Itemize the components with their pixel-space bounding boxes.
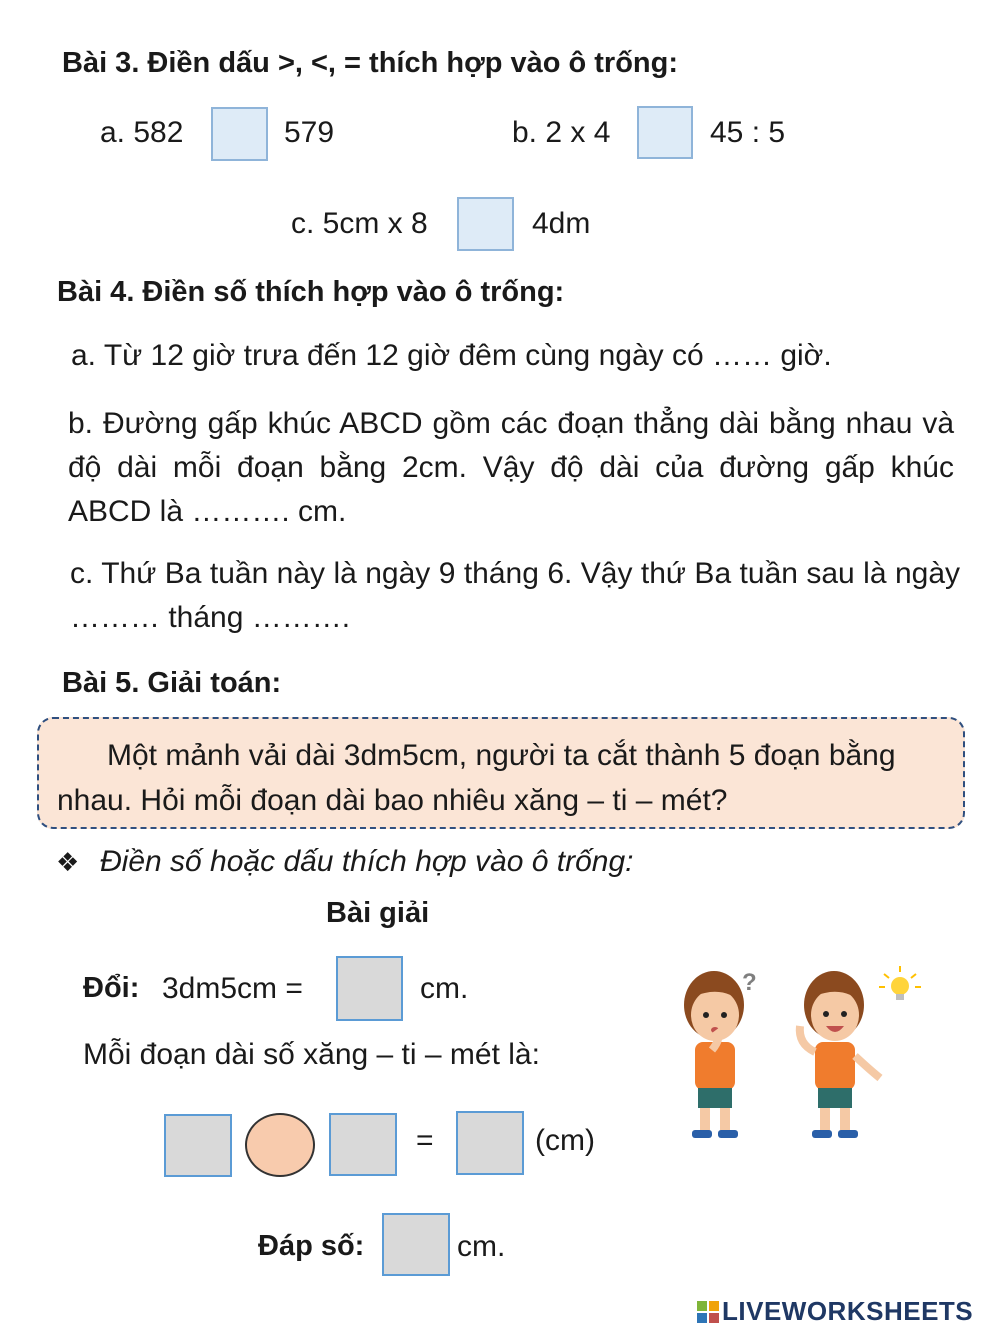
- bai3-a-answer-box[interactable]: [211, 107, 268, 161]
- bai3-c-left: c. 5cm x 8: [291, 207, 428, 240]
- bai3-b-left: b. 2 x 4: [512, 116, 611, 149]
- answer-unit: cm.: [457, 1230, 506, 1263]
- bai3-a-right: 579: [284, 116, 335, 149]
- bai4-c: c. Thứ Ba tuần này là ngày 9 tháng 6. Vậy thứ Ba tuần sau là ngày ……… tháng ……….: [70, 557, 960, 634]
- question-mark-icon: ?: [742, 969, 757, 996]
- equation-operator-oval[interactable]: [245, 1113, 315, 1177]
- convert-expression: 3dm5cm =: [162, 972, 303, 1005]
- bai3-c-right: 4dm: [532, 207, 591, 240]
- answer-label: Đáp số:: [258, 1230, 365, 1262]
- bai3-a-left: a. 582: [100, 116, 184, 149]
- lightbulb-icon: [879, 966, 921, 1000]
- bai3-b-answer-box[interactable]: [637, 106, 693, 159]
- bai3-c-answer-box[interactable]: [457, 197, 514, 251]
- boys-illustration: [670, 960, 930, 1150]
- convert-label: Đổi:: [83, 972, 140, 1004]
- problem-text: Một mảnh vải dài 3dm5cm, người ta cắt thành 5 đoạn bằng nhau. Hỏi mỗi đoạn dài bao nhiêu xăng – ti – mét?: [57, 739, 896, 817]
- equation-operand2-box[interactable]: [329, 1113, 397, 1176]
- bai4-heading: Bài 4. Điền số thích hợp vào ô trống:: [57, 276, 565, 308]
- each-segment-text: Mỗi đoạn dài số xăng – ti – mét là:: [83, 1038, 540, 1071]
- equation-operand1-box[interactable]: [164, 1114, 232, 1177]
- thinking-boy: [684, 971, 744, 1138]
- instruction-text: Điền số hoặc dấu thích hợp vào ô trống:: [100, 845, 634, 878]
- equation-unit: (cm): [535, 1124, 595, 1157]
- problem-box: [37, 717, 965, 829]
- bai3-b-right: 45 : 5: [710, 116, 786, 149]
- bai5-heading: Bài 5. Giải toán:: [62, 667, 282, 699]
- idea-boy: [800, 971, 880, 1138]
- answer-box[interactable]: [382, 1213, 450, 1276]
- liveworksheets-logo-icon: [697, 1301, 719, 1323]
- liveworksheets-logo-text: LIVEWORKSHEETS: [722, 1296, 974, 1326]
- equation-result-box[interactable]: [456, 1111, 524, 1175]
- convert-unit: cm.: [420, 972, 469, 1005]
- equals-sign: =: [416, 1124, 434, 1157]
- bai4-a: a. Từ 12 giờ trưa đến 12 giờ đêm cùng ngày có …… giờ.: [71, 339, 832, 372]
- solution-title: Bài giải: [326, 897, 430, 929]
- bai3-heading: Bài 3. Điền dấu >, <, = thích hợp vào ô trống:: [62, 47, 679, 79]
- bai4-b: b. Đường gấp khúc ABCD gồm các đoạn thẳng dài bằng nhau và độ dài mỗi đoạn bằng 2cm. Vậy độ dài của đường gấp khúc ABCD là ………. cm.: [68, 407, 954, 528]
- convert-answer-box[interactable]: [336, 956, 403, 1021]
- diamond-bullet-icon: ❖: [56, 847, 80, 877]
